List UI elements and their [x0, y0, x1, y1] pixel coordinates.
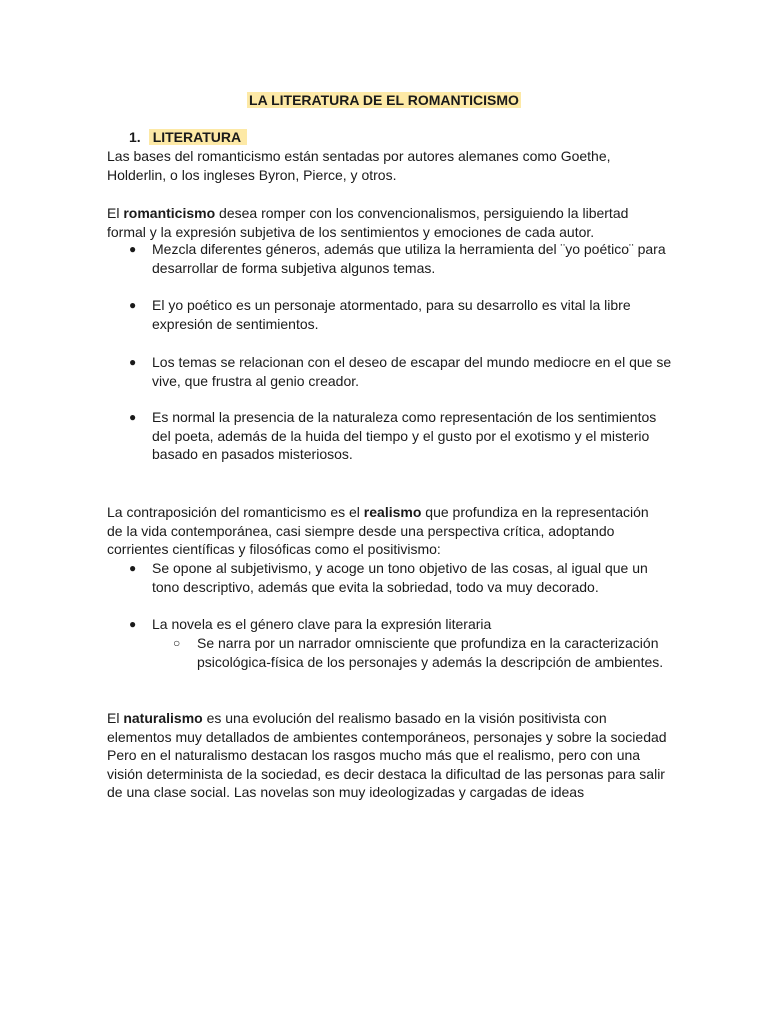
naturalismo-bold: naturalismo: [123, 710, 203, 726]
naturalismo-pre: El: [107, 710, 124, 726]
circle-bullet-icon: ○: [173, 636, 181, 650]
list-item-text: Es normal la presencia de la naturaleza como representación de los sentimientos del poeta, además de la huida del tiempo y el gusto por el exotismo y el misterio basado en pasados misteriosos.: [152, 409, 657, 463]
sub-list-item-text: Se narra por un narrador omnisciente que profundiza en la caracterización psicológica-física de los personajes y además la descripción de ambientes.: [197, 635, 664, 670]
bullet-icon: ●: [129, 242, 137, 256]
bullet-icon: ●: [129, 355, 137, 369]
romanticismo-pre: El: [107, 205, 124, 221]
list-item-text: Los temas se relacionan con el deseo de escapar del mundo mediocre en el que se vive, que frustra al genio creador.: [152, 354, 672, 389]
realismo-post: que profundiza en la representación de la vida contemporánea, casi siempre desde una perspectiva crítica, adoptando corrientes científicas y filosóficas como el positivismo:: [107, 504, 649, 558]
naturalismo-paragraph: [107, 709, 667, 802]
romanticismo-bold: romanticismo: [123, 205, 216, 221]
heading-label: LITERATURA: [149, 129, 247, 145]
bullet-icon: ●: [129, 298, 137, 312]
intro-paragraph: Las bases del romanticismo están sentadas por autores alemanes como Goethe, Holderlin, o los ingleses Byron, Pierce, y otros.: [107, 148, 611, 183]
list-item-text: La novela es el género clave para la expresión literaria: [152, 616, 492, 632]
bullet-icon: ●: [129, 410, 137, 424]
document-title: [0, 90, 768, 110]
list-item-text: Mezcla diferentes géneros, además que utiliza la herramienta del ¨yo poético¨ para desarrollar de forma subjetiva algunos temas.: [152, 241, 666, 276]
realismo-pre: La contraposición del romanticismo es el: [107, 504, 364, 520]
list-item-text: El yo poético es un personaje atormentado, para su desarrollo es vital la libre expresión de sentimientos.: [152, 297, 631, 332]
naturalismo-post: es una evolución del realismo basado en la visión positivista con elementos muy detallados de ambientes contemporáneos, personajes y sobre la sociedad Pero en el naturalismo destacan los rasgos mucho más que el realismo, pero con una visión determinista de la sociedad, es decir destaca la dificultad de las personas para salir de una clase social. Las novelas son muy ideologizadas y cargadas de ideas: [107, 710, 667, 801]
document-title-text: LA LITERATURA DE EL ROMANTICISMO: [249, 92, 519, 108]
bullet-icon: ●: [129, 561, 137, 575]
romanticismo-paragraph: [107, 204, 667, 241]
romanticismo-post: desea romper con los convencionalismos, persiguiendo la libertad formal y la expresión subjetiva de los sentimientos y emociones de cada autor.: [107, 205, 629, 240]
bullet-icon: ●: [129, 617, 137, 631]
list-item-text: Se opone al subjetivismo, y acoge un tono objetivo de las cosas, al igual que un tono descriptivo, además que evita la sobriedad, todo va muy decorado.: [152, 560, 648, 595]
realismo-paragraph: [107, 503, 667, 559]
realismo-bold: realismo: [363, 504, 422, 520]
section-heading: [129, 127, 247, 147]
heading-number: 1.: [129, 129, 141, 145]
